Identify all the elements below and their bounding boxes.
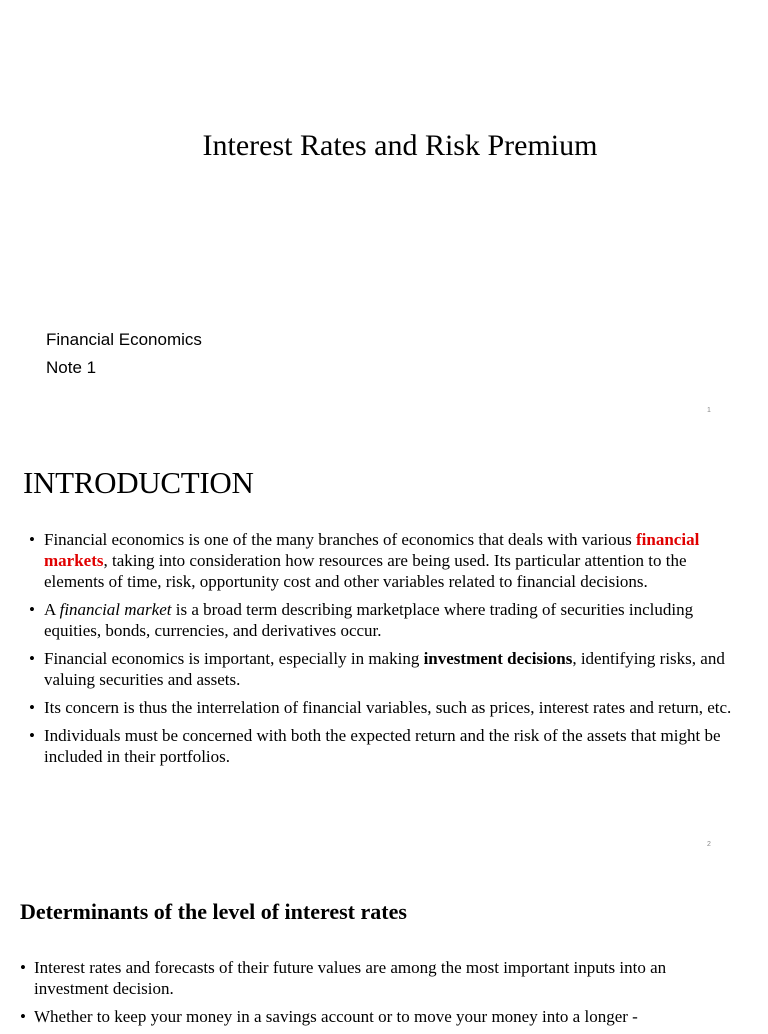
slide1-page-number: 1 bbox=[707, 407, 711, 414]
slide2-bullet-5 bbox=[22, 725, 744, 767]
bullet-text: is a broad term describing marketplace where trading of securities including equities, bonds, currencies, and derivatives occur. bbox=[44, 600, 694, 640]
financial-market-italic: financial market bbox=[59, 600, 172, 619]
bullet-text: Individuals must be concerned with both the expected return and the risk of the assets that might be included in their portfolios. bbox=[44, 726, 721, 766]
bullet-text: A bbox=[44, 600, 60, 619]
slide2-bullet-3 bbox=[22, 648, 744, 690]
financial-markets-highlight: financial markets bbox=[44, 530, 700, 570]
slide2-bullet-4 bbox=[22, 697, 744, 718]
bullet-text: Financial economics is important, especially in making bbox=[44, 649, 424, 668]
bullet-text: Its concern is thus the interrelation of financial variables, such as prices, interest rates and return, etc. bbox=[44, 698, 732, 717]
bullet-text: Whether to keep your money in a savings account or to move your money into a longer - bbox=[34, 1007, 638, 1026]
slide2-bullet-1 bbox=[22, 529, 744, 592]
bullet-text: , taking into consideration how resources are being used. Its particular attention to the elements of time, risk, opportunity cost and other variables related to financial decisions. bbox=[44, 551, 687, 591]
investment-decisions-bold: investment decisions bbox=[423, 649, 573, 668]
slide2-bullet-list bbox=[22, 529, 744, 774]
slide3-title: Determinants of the level of interest rates bbox=[20, 899, 407, 924]
slide2-page-number: 2 bbox=[707, 841, 711, 848]
slide3-bullet-list bbox=[20, 957, 742, 1034]
slide2-bullet-2 bbox=[22, 599, 744, 641]
bullet-text: Financial economics is one of the many branches of economics that deals with various bbox=[44, 530, 637, 549]
bullet-text: Interest rates and forecasts of their future values are among the most important inputs into an investment decision. bbox=[34, 958, 667, 998]
slide2-title: INTRODUCTION bbox=[23, 465, 254, 500]
slide1-title: Interest Rates and Risk Premium bbox=[202, 129, 598, 162]
bullet-text: , identifying risks, and valuing securities and assets. bbox=[44, 649, 725, 689]
slide1-subtitle-note: Note 1 bbox=[46, 358, 97, 377]
slide3-bullet-1 bbox=[20, 957, 742, 999]
slide1-subtitle-course: Financial Economics bbox=[46, 330, 202, 349]
